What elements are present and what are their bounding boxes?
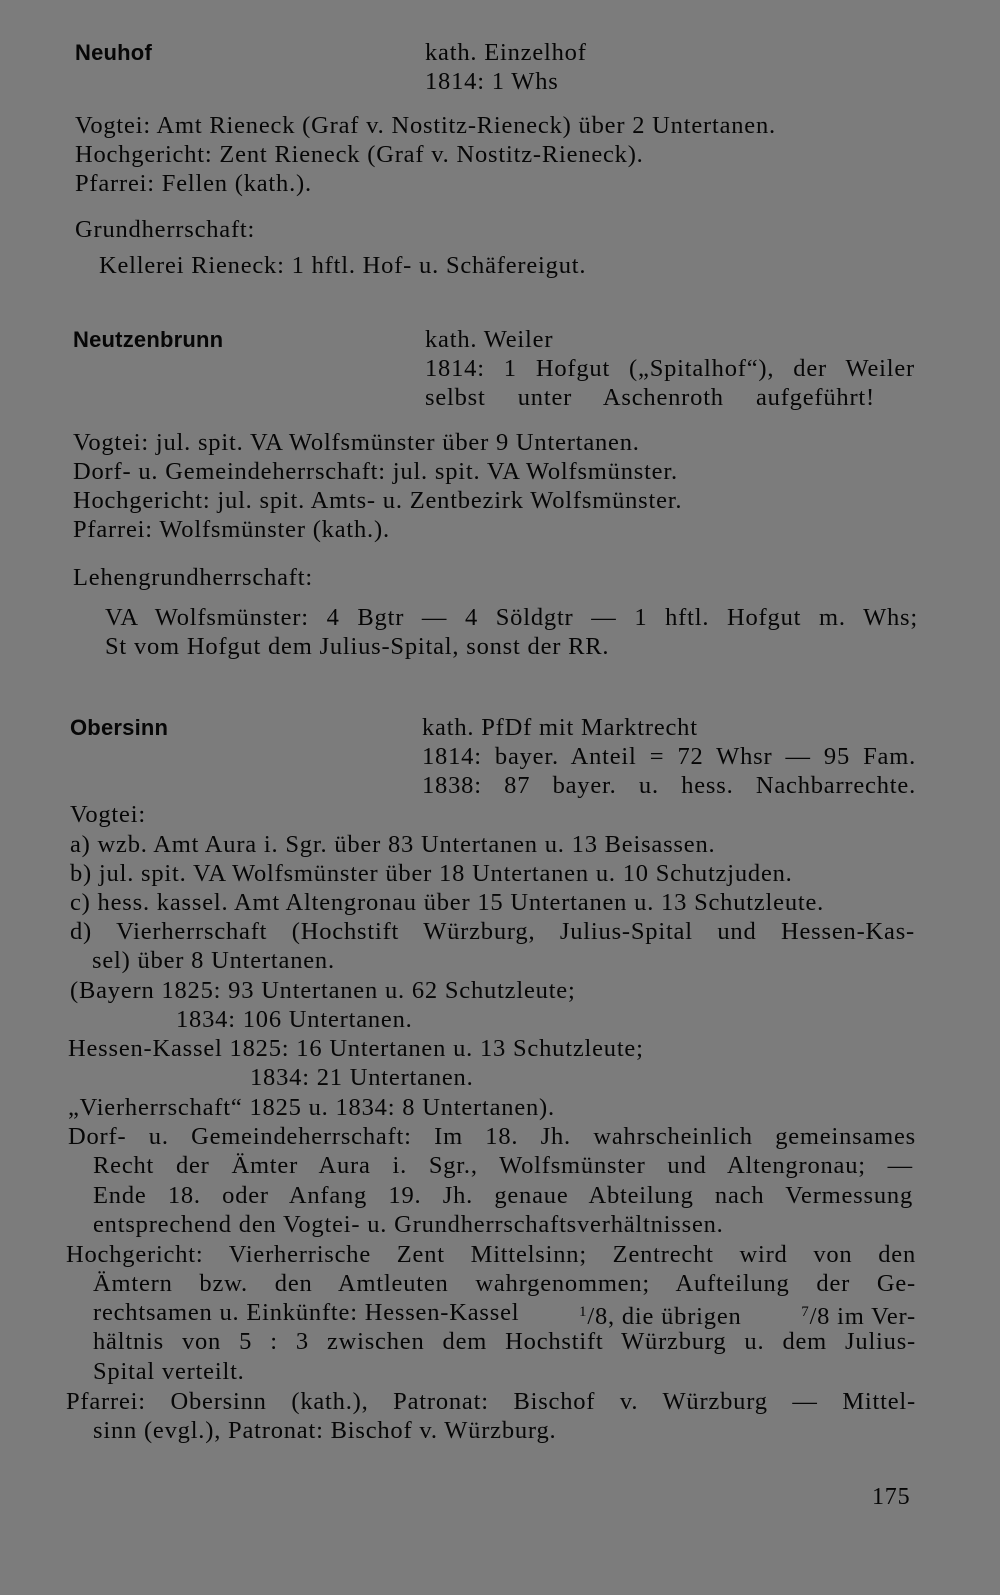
obersinn-dorf-line: Recht der Ämter Aura i. Sgr., Wolfsmünster und Altengronau; — (93, 1152, 913, 1179)
obersinn-vogtei-line: „Vierherrschaft“ 1825 u. 1834: 8 Untertanen). (68, 1094, 555, 1121)
obersinn-hoch-line: Ämtern bzw. den Amtleuten wahrgenommen; Aufteilung der Ge- (93, 1270, 916, 1297)
obersinn-vogtei-line: b) jul. spit. VA Wolfsmünster über 18 Untertanen u. 10 Schutzjuden. (70, 860, 793, 887)
neuhof-vogtei: Vogtei: Amt Rieneck (Graf v. Nostitz-Rieneck) über 2 Untertanen. (75, 112, 776, 139)
obersinn-pfarrei-line: sinn (evgl.), Patronat: Bischof v. Würzburg. (93, 1417, 557, 1444)
page-number: 175 (872, 1484, 911, 1510)
entry-title-obersinn: Obersinn (70, 715, 169, 740)
obersinn-vogtei-heading: Vogtei: (70, 801, 146, 828)
neutzenbrunn-grund-heading: Lehengrundherrschaft: (73, 564, 313, 591)
entry-title-neuhof: Neuhof (75, 40, 152, 65)
obersinn-vogtei-line: 1834: 106 Untertanen. (176, 1006, 413, 1033)
neutzenbrunn-dorf: Dorf- u. Gemeindeherrschaft: jul. spit. VA Wolfsmünster. (73, 458, 678, 485)
obersinn-vogtei-line: a) wzb. Amt Aura i. Sgr. über 83 Untertanen u. 13 Beisassen. (70, 831, 716, 858)
neuhof-grund-heading: Grundherrschaft: (75, 216, 256, 243)
fraction-rest: /8, die übrigen (587, 1303, 742, 1330)
obersinn-vogtei-line: sel) über 8 Untertanen. (92, 947, 335, 974)
obersinn-census: 1838: 87 bayer. u. hess. Nachbarrechte. (422, 772, 916, 799)
fraction-numerator: 1 (579, 1304, 588, 1320)
obersinn-type: kath. PfDf mit Marktrecht (422, 714, 698, 741)
obersinn-vogtei-line: c) hess. kassel. Amt Altengronau über 15 Untertanen u. 13 Schutzleute. (70, 889, 825, 916)
neuhof-census: 1814: 1 Whs (425, 68, 559, 95)
obersinn-pfarrei-line: Pfarrei: Obersinn (kath.), Patronat: Bischof v. Würzburg — Mittel- (66, 1388, 916, 1415)
obersinn-vogtei-line: 1834: 21 Untertanen. (250, 1064, 474, 1091)
fraction-rest: /8 im Ver- (809, 1303, 916, 1330)
obersinn-vogtei-line: d) Vierherrschaft (Hochstift Würzburg, Julius-Spital und Hessen-Kas- (70, 918, 915, 945)
neutzenbrunn-census: selbst unter Aschenroth aufgeführt! (425, 384, 875, 411)
obersinn-dorf-line: Ende 18. oder Anfang 19. Jh. genaue Abteilung nach Vermessung (93, 1182, 913, 1209)
obersinn-hoch-line: Spital verteilt. (93, 1358, 245, 1385)
obersinn-vogtei-line: Hessen-Kassel 1825: 16 Untertanen u. 13 Schutzleute; (68, 1035, 644, 1062)
neuhof-hochgericht: Hochgericht: Zent Rieneck (Graf v. Nostitz-Rieneck). (75, 141, 644, 168)
neutzenbrunn-grund-line: VA Wolfsmünster: 4 Bgtr — 4 Söldgtr — 1 hftl. Hofgut m. Whs; (105, 604, 918, 631)
obersinn-census: 1814: bayer. Anteil = 72 Whsr — 95 Fam. (422, 743, 916, 770)
neutzenbrunn-grund-line: St vom Hofgut dem Julius-Spital, sonst der RR. (105, 633, 610, 660)
neutzenbrunn-vogtei: Vogtei: jul. spit. VA Wolfsmünster über 9 Untertanen. (73, 429, 640, 456)
neuhof-type: kath. Einzelhof (425, 39, 587, 66)
obersinn-hoch-line: Hochgericht: Vierherrische Zent Mittelsinn; Zentrecht wird von den (66, 1241, 916, 1268)
fraction-numerator: 7 (801, 1304, 810, 1320)
entry-title-neutzenbrunn: Neutzenbrunn (73, 327, 224, 352)
neuhof-grund-line: Kellerei Rieneck: 1 hftl. Hof- u. Schäfereigut. (99, 252, 587, 279)
neutzenbrunn-census: 1814: 1 Hofgut („Spitalhof“), der Weiler (425, 355, 915, 382)
neutzenbrunn-pfarrei: Pfarrei: Wolfsmünster (kath.). (73, 516, 390, 543)
neuhof-pfarrei: Pfarrei: Fellen (kath.). (75, 170, 312, 197)
neutzenbrunn-type: kath. Weiler (425, 326, 554, 353)
obersinn-hoch-line: hältnis von 5 : 3 zwischen dem Hochstift Würzburg u. dem Julius- (93, 1328, 916, 1355)
hoch-text: rechtsamen u. Einkünfte: Hessen-Kassel (93, 1299, 520, 1326)
neutzenbrunn-hochgericht: Hochgericht: jul. spit. Amts- u. Zentbezirk Wolfsmünster. (73, 487, 683, 514)
obersinn-vogtei-line: (Bayern 1825: 93 Untertanen u. 62 Schutzleute; (70, 977, 576, 1004)
obersinn-dorf-line: Dorf- u. Gemeindeherrschaft: Im 18. Jh. wahrscheinlich gemeinsames (68, 1123, 916, 1150)
obersinn-dorf-line: entsprechend den Vogtei- u. Grundherrschaftsverhältnissen. (93, 1211, 724, 1238)
